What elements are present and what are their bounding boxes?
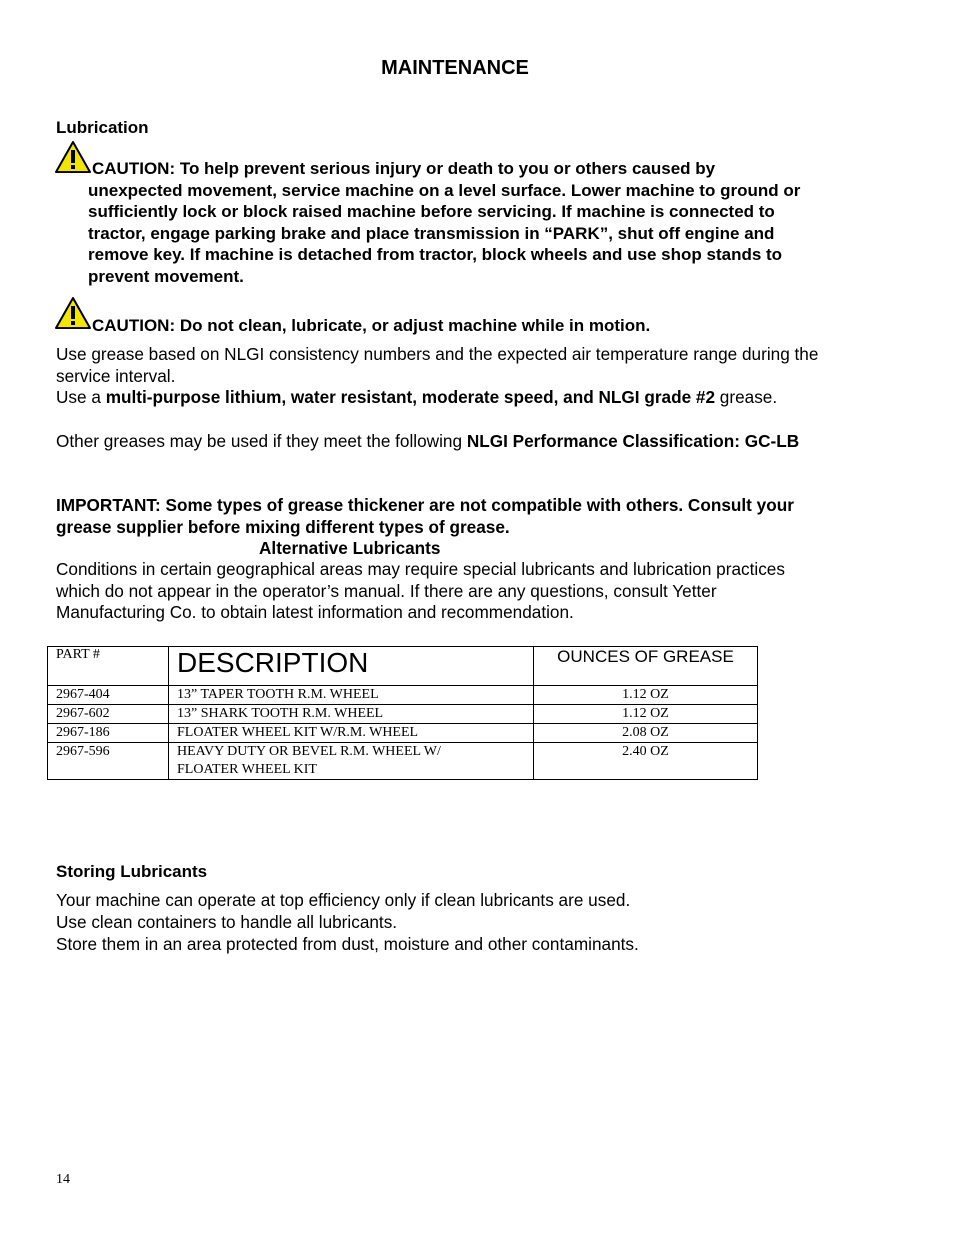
warning-triangle-icon xyxy=(54,296,92,330)
para-other-greases-pre: Other greases may be used if they meet the following xyxy=(56,431,467,451)
cell-description: FLOATER WHEEL KIT W/R.M. WHEEL xyxy=(169,724,534,743)
caution-1-rest: unexpected movement, service machine on a level surface. Lower machine to ground or sufficiently lock or block raised machine before servicing. If machine is connected to tractor, engage parking brake and place transmission in “PARK”, shut off engine and remove key. If machine is detached from tractor, block wheels and use shop stands to prevent movement. xyxy=(88,180,801,286)
table-row xyxy=(48,705,758,724)
cell-ounces: 2.08 OZ xyxy=(534,724,758,743)
grease-table xyxy=(47,646,758,780)
page-number: 14 xyxy=(56,1172,70,1187)
cell-description: 13” SHARK TOOTH R.M. WHEEL xyxy=(169,705,534,724)
alternative-lubricants-heading: Alternative Lubricants xyxy=(259,538,441,558)
para-other-greases-bold: NLGI Performance Classification: GC-LB xyxy=(466,431,800,451)
para-grease-type xyxy=(56,387,836,409)
para-grease-type-pre: Use a xyxy=(56,387,106,407)
header-part: PART # xyxy=(48,647,169,686)
header-ounces: OUNCES OF GREASE xyxy=(534,647,758,686)
para-other-greases xyxy=(56,431,836,453)
cell-description: HEAVY DUTY OR BEVEL R.M. WHEEL W/ FLOATER WHEEL KIT xyxy=(169,743,534,780)
cell-ounces: 2.40 OZ xyxy=(534,743,758,780)
table-header-row xyxy=(48,647,758,686)
table-row xyxy=(48,686,758,705)
para-grease-type-post: grease. xyxy=(715,387,778,407)
cell-part: 2967-186 xyxy=(48,724,169,743)
storing-line-2: Use clean containers to handle all lubricants. xyxy=(56,912,398,932)
table-row xyxy=(48,743,758,780)
caution-1-first-line: CAUTION: To help prevent serious injury or death to you or others caused by xyxy=(92,159,716,178)
page-title: MAINTENANCE xyxy=(381,57,529,79)
cell-description: 13” TAPER TOOTH R.M. WHEEL xyxy=(169,686,534,705)
cell-ounces: 1.12 OZ xyxy=(534,705,758,724)
important-note: IMPORTANT: Some types of grease thickener are not compatible with others. Consult your grease supplier before mixing different types of grease. xyxy=(56,495,794,537)
lubrication-heading: Lubrication xyxy=(56,118,149,137)
cell-part: 2967-602 xyxy=(48,705,169,724)
cell-part: 2967-404 xyxy=(48,686,169,705)
para-grease-type-bold: multi-purpose lithium, water resistant, moderate speed, and NLGI grade #2 xyxy=(105,387,716,407)
cell-part: 2967-596 xyxy=(48,743,169,780)
caution-1 xyxy=(56,158,836,288)
storing-heading: Storing Lubricants xyxy=(56,862,208,881)
cell-ounces: 1.12 OZ xyxy=(534,686,758,705)
header-description: DESCRIPTION xyxy=(169,647,534,686)
alternative-lubricants-text: Conditions in certain geographical areas may require special lubricants and lubrication practices which do not appear in the operator’s manual. If there are any questions, consult Yetter Manufacturing Co. to obtain latest information and recommendation. xyxy=(56,559,785,623)
caution-2: CAUTION: Do not clean, lubricate, or adjust machine while in motion. xyxy=(92,316,651,335)
para-nlgi: Use grease based on NLGI consistency numbers and the expected air temperature range during the service interval. xyxy=(56,344,819,386)
storing-line-1: Your machine can operate at top efficiency only if clean lubricants are used. xyxy=(56,890,631,910)
storing-line-3: Store them in an area protected from dust, moisture and other contaminants. xyxy=(56,934,639,954)
table-row xyxy=(48,724,758,743)
